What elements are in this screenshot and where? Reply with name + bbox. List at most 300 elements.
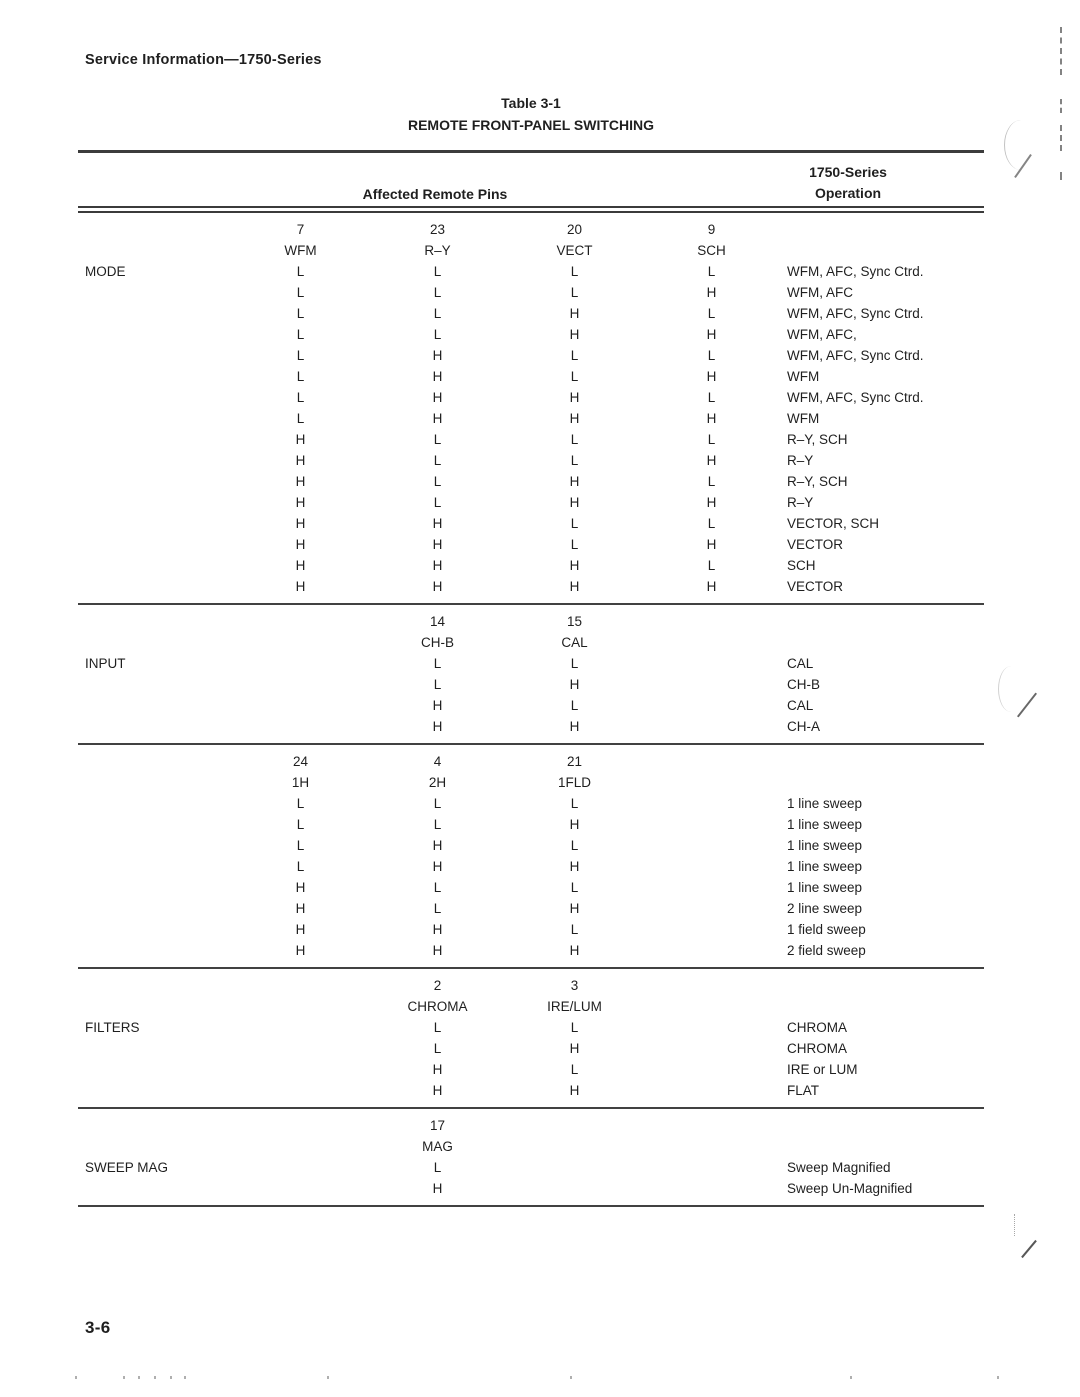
pin-number-row	[78, 611, 984, 632]
pin-cell: 4	[433, 754, 442, 769]
pin-cell	[643, 793, 780, 814]
pin-cell: H	[295, 558, 306, 573]
pin-cell: H	[432, 390, 443, 405]
table-row	[78, 408, 984, 429]
pin-cell: L	[296, 264, 305, 279]
table-row	[78, 814, 984, 835]
pin-cell: L	[570, 537, 579, 552]
pin-cell: 1H	[291, 775, 310, 790]
pin-cell: H	[432, 943, 443, 958]
operation-header-line2: Operation	[814, 185, 882, 201]
pin-cell: H	[706, 453, 717, 468]
operation-cell: IRE or LUM	[787, 1062, 858, 1077]
pin-cell: L	[433, 901, 442, 916]
scan-artifact-slash	[1017, 693, 1037, 718]
pin-cell: VECT	[556, 243, 593, 258]
operation-header-line1: 1750-Series	[809, 164, 887, 180]
section-label	[78, 345, 232, 366]
table-row	[78, 793, 984, 814]
affected-remote-pins-header: Affected Remote Pins	[362, 186, 508, 202]
table-row	[78, 1038, 984, 1059]
pin-cell: L	[433, 1041, 442, 1056]
operation-cell: WFM	[787, 411, 820, 426]
pin-cell: L	[433, 1160, 442, 1175]
section-label	[78, 632, 232, 653]
pin-cell	[232, 716, 369, 737]
pin-cell: L	[707, 348, 716, 363]
table-sections	[78, 213, 984, 1207]
operation-cell: 1 field sweep	[787, 922, 866, 937]
pin-cell: H	[295, 432, 306, 447]
pin-cell: H	[569, 1083, 580, 1098]
scan-artifact-dash	[1060, 125, 1062, 151]
pin-cell: L	[433, 1020, 442, 1035]
pin-cell: H	[706, 369, 717, 384]
pin-cell: 14	[429, 614, 446, 629]
operation-cell	[780, 611, 984, 632]
pin-cell	[643, 996, 780, 1017]
section-label	[78, 898, 232, 919]
scan-artifact-tick	[75, 1376, 77, 1379]
pin-cell: L	[570, 432, 579, 447]
pin-cell: H	[569, 495, 580, 510]
pin-cell: H	[569, 411, 580, 426]
pin-cell	[643, 856, 780, 877]
pin-cell: H	[569, 558, 580, 573]
operation-cell: WFM, AFC, Sync Ctrd.	[787, 348, 924, 363]
pin-cell: L	[296, 838, 305, 853]
pin-number-row	[78, 219, 984, 240]
pin-cell: H	[569, 390, 580, 405]
pin-cell: L	[707, 516, 716, 531]
pin-cell	[643, 1017, 780, 1038]
table-section	[78, 969, 984, 1109]
operation-header	[748, 162, 948, 204]
pin-cell: L	[570, 922, 579, 937]
operation-cell	[780, 632, 984, 653]
section-label	[78, 695, 232, 716]
pin-cell: 24	[292, 754, 309, 769]
pin-cell: H	[432, 859, 443, 874]
operation-cell: WFM	[787, 369, 820, 384]
pin-cell: L	[433, 817, 442, 832]
table-row	[78, 1157, 984, 1178]
pin-cell: H	[569, 579, 580, 594]
operation-cell	[780, 1115, 984, 1136]
pin-cell: H	[569, 474, 580, 489]
pin-cell: L	[296, 796, 305, 811]
table-row	[78, 695, 984, 716]
pin-cell: H	[569, 943, 580, 958]
pin-cell: 20	[566, 222, 583, 237]
pin-cell: L	[570, 369, 579, 384]
table-row	[78, 450, 984, 471]
operation-cell	[780, 751, 984, 772]
pin-cell	[643, 877, 780, 898]
pin-cell: L	[570, 264, 579, 279]
scan-artifact-tick	[184, 1376, 186, 1379]
pin-cell	[232, 653, 369, 674]
section-label	[78, 387, 232, 408]
section-label	[78, 793, 232, 814]
table-row	[78, 653, 984, 674]
pin-cell: L	[707, 306, 716, 321]
operation-cell: CH-B	[787, 677, 820, 692]
pin-cell: 3	[570, 978, 579, 993]
pin-cell: L	[296, 411, 305, 426]
section-label	[78, 1115, 232, 1136]
pin-cell: H	[432, 369, 443, 384]
section-label	[78, 408, 232, 429]
pin-cell	[643, 1178, 780, 1199]
table-row	[78, 429, 984, 450]
operation-cell: R–Y, SCH	[787, 432, 848, 447]
pin-cell: L	[296, 306, 305, 321]
table-section	[78, 1109, 984, 1207]
operation-cell	[780, 1136, 984, 1157]
pin-cell: H	[432, 516, 443, 531]
operation-cell: 2 line sweep	[787, 901, 863, 916]
pin-cell	[643, 835, 780, 856]
pin-cell: L	[570, 698, 579, 713]
document-header: Service Information—1750-Series	[85, 52, 322, 68]
pin-cell: H	[706, 537, 717, 552]
pin-cell: L	[570, 348, 579, 363]
page-number: 3-6	[85, 1318, 111, 1337]
operation-cell: CH-A	[787, 719, 820, 734]
table-row	[78, 303, 984, 324]
header-divider	[78, 206, 984, 213]
section-label	[78, 611, 232, 632]
pin-cell: H	[706, 495, 717, 510]
section-label	[78, 674, 232, 695]
pin-cell: H	[432, 1083, 443, 1098]
operation-cell: R–Y, SCH	[787, 474, 848, 489]
section-label: SWEEP MAG	[85, 1160, 169, 1175]
pin-cell: H	[706, 411, 717, 426]
pin-cell: H	[295, 922, 306, 937]
pin-cell: L	[296, 369, 305, 384]
pin-cell	[643, 653, 780, 674]
table-row	[78, 324, 984, 345]
pin-cell	[643, 674, 780, 695]
pin-cell: H	[432, 838, 443, 853]
operation-cell	[780, 772, 984, 793]
table-row	[78, 471, 984, 492]
section-label	[78, 835, 232, 856]
pin-cell: H	[706, 579, 717, 594]
section-label	[78, 996, 232, 1017]
section-label: MODE	[85, 264, 126, 279]
pin-cell: SCH	[697, 243, 726, 258]
pin-cell: L	[570, 516, 579, 531]
operation-cell: 1 line sweep	[787, 880, 863, 895]
pin-cell: H	[569, 677, 580, 692]
pin-cell	[232, 695, 369, 716]
operation-cell: CAL	[787, 656, 814, 671]
section-label	[78, 366, 232, 387]
pin-cell: H	[432, 1181, 443, 1196]
table-section	[78, 605, 984, 745]
pin-cell: H	[432, 411, 443, 426]
section-label	[78, 303, 232, 324]
section-label	[78, 534, 232, 555]
table-row	[78, 674, 984, 695]
table-row	[78, 1059, 984, 1080]
operation-cell: FLAT	[787, 1083, 820, 1098]
pin-cell	[232, 975, 369, 996]
section-label	[78, 513, 232, 534]
pin-cell: H	[432, 537, 443, 552]
pin-cell	[232, 996, 369, 1017]
operation-cell: VECTOR	[787, 537, 844, 552]
operation-cell: CAL	[787, 698, 814, 713]
pin-cell: 21	[566, 754, 583, 769]
table-row	[78, 877, 984, 898]
table-caption: REMOTE FRONT-PANEL SWITCHING	[407, 117, 655, 133]
section-label	[78, 429, 232, 450]
pin-cell: L	[433, 880, 442, 895]
pin-cell: H	[432, 558, 443, 573]
pin-cell: L	[296, 859, 305, 874]
operation-cell: 1 line sweep	[787, 817, 863, 832]
pin-cell	[232, 674, 369, 695]
pin-cell: H	[295, 537, 306, 552]
operation-cell: 1 line sweep	[787, 859, 863, 874]
scan-artifact-tick	[123, 1376, 125, 1379]
pin-cell	[643, 1080, 780, 1101]
section-label	[78, 975, 232, 996]
pin-cell	[232, 1017, 369, 1038]
table-row	[78, 1080, 984, 1101]
pin-cell: L	[296, 390, 305, 405]
pin-cell: L	[433, 474, 442, 489]
pin-cell: H	[432, 348, 443, 363]
pin-cell: L	[433, 327, 442, 342]
scan-artifact-tick	[327, 1376, 329, 1379]
pin-cell: L	[296, 327, 305, 342]
table-section	[78, 213, 984, 605]
pin-cell: H	[706, 285, 717, 300]
section-label	[78, 1136, 232, 1157]
pin-cell	[643, 1059, 780, 1080]
table-row	[78, 534, 984, 555]
pin-number-row	[78, 1115, 984, 1136]
scan-artifact-dash	[1014, 1214, 1015, 1236]
pin-cell: H	[295, 880, 306, 895]
operation-cell	[780, 219, 984, 240]
pin-cell	[643, 919, 780, 940]
table-row	[78, 1178, 984, 1199]
pin-cell: H	[295, 579, 306, 594]
pin-cell: H	[569, 817, 580, 832]
pin-cell: L	[433, 264, 442, 279]
section-label	[78, 772, 232, 793]
table-row	[78, 835, 984, 856]
table-row	[78, 576, 984, 597]
pin-cell: IRE/LUM	[547, 999, 602, 1014]
pin-cell: H	[295, 474, 306, 489]
section-label	[78, 240, 232, 261]
pin-cell	[232, 1178, 369, 1199]
section-label	[78, 219, 232, 240]
table-row	[78, 513, 984, 534]
scan-artifact-curve	[998, 666, 1024, 712]
operation-cell: VECTOR, SCH	[787, 516, 880, 531]
operation-cell: CHROMA	[787, 1020, 847, 1035]
pin-cell: R–Y	[424, 243, 451, 258]
operation-cell: VECTOR	[787, 579, 844, 594]
pin-cell: 9	[707, 222, 716, 237]
pin-cell: H	[295, 516, 306, 531]
operation-cell: Sweep Magnified	[787, 1160, 891, 1175]
scan-artifact-tick	[170, 1376, 172, 1379]
operation-cell: 1 line sweep	[787, 838, 863, 853]
table-header	[78, 153, 984, 206]
section-label	[78, 282, 232, 303]
scan-artifact-curve	[1004, 120, 1038, 170]
pin-cell	[643, 772, 780, 793]
table-row	[78, 345, 984, 366]
pin-cell: H	[432, 1062, 443, 1077]
table-row	[78, 261, 984, 282]
section-label: INPUT	[85, 656, 126, 671]
pin-cell: H	[295, 495, 306, 510]
table-row	[78, 898, 984, 919]
pin-cell: H	[569, 327, 580, 342]
pin-cell: H	[295, 901, 306, 916]
pin-name-row	[78, 996, 984, 1017]
section-label: FILTERS	[85, 1020, 140, 1035]
pin-cell	[643, 751, 780, 772]
section-label	[78, 814, 232, 835]
pin-cell: H	[569, 1041, 580, 1056]
pin-cell: L	[296, 348, 305, 363]
scan-artifact-tick	[570, 1376, 572, 1379]
pin-cell: L	[433, 495, 442, 510]
pin-cell: H	[432, 579, 443, 594]
section-label	[78, 450, 232, 471]
pin-cell	[232, 632, 369, 653]
operation-cell	[780, 975, 984, 996]
scan-artifact-dash	[1060, 27, 1062, 75]
section-label	[78, 576, 232, 597]
pin-cell	[506, 1178, 643, 1199]
table-row	[78, 716, 984, 737]
table-row	[78, 919, 984, 940]
table-row	[78, 282, 984, 303]
pin-cell: 15	[566, 614, 583, 629]
table-section	[78, 745, 984, 969]
section-label	[78, 324, 232, 345]
pin-cell	[643, 1038, 780, 1059]
pin-cell: L	[570, 285, 579, 300]
table-row	[78, 492, 984, 513]
pin-cell	[643, 632, 780, 653]
pin-cell: L	[570, 796, 579, 811]
pin-cell: L	[296, 285, 305, 300]
pin-cell: L	[433, 656, 442, 671]
operation-cell: R–Y	[787, 495, 814, 510]
scan-artifact-slash	[1014, 154, 1032, 178]
scan-artifact-tick	[154, 1376, 156, 1379]
operation-cell: WFM, AFC, Sync Ctrd.	[787, 264, 924, 279]
section-label	[78, 940, 232, 961]
pin-cell: H	[569, 901, 580, 916]
pin-cell: L	[433, 677, 442, 692]
pin-cell: CAL	[561, 635, 588, 650]
pin-cell: 7	[296, 222, 305, 237]
section-label	[78, 856, 232, 877]
pin-cell: H	[432, 698, 443, 713]
pin-cell	[232, 1080, 369, 1101]
section-label	[78, 555, 232, 576]
pin-cell	[232, 1136, 369, 1157]
pin-cell: 17	[429, 1118, 446, 1133]
scan-artifact-tick	[138, 1376, 140, 1379]
pin-cell: L	[570, 453, 579, 468]
scan-artifact-tick	[850, 1376, 852, 1379]
section-label	[78, 716, 232, 737]
pin-cell	[643, 695, 780, 716]
pin-cell: L	[707, 474, 716, 489]
table-row	[78, 1017, 984, 1038]
section-label	[78, 1059, 232, 1080]
section-label	[78, 492, 232, 513]
section-label	[78, 1080, 232, 1101]
pin-cell	[643, 716, 780, 737]
pin-cell	[506, 1157, 643, 1178]
operation-cell: Sweep Un-Magnified	[787, 1181, 913, 1196]
pin-cell: CHROMA	[407, 999, 468, 1014]
table-row	[78, 366, 984, 387]
scan-artifact-tick	[997, 1376, 999, 1379]
pin-cell: H	[706, 327, 717, 342]
pin-cell	[643, 940, 780, 961]
pin-cell	[643, 611, 780, 632]
pin-cell: 23	[429, 222, 446, 237]
pin-cell: H	[432, 922, 443, 937]
operation-cell: CHROMA	[787, 1041, 847, 1056]
table-row	[78, 387, 984, 408]
pin-cell	[643, 1157, 780, 1178]
pin-cell: H	[569, 859, 580, 874]
table-row	[78, 856, 984, 877]
pin-cell: L	[433, 796, 442, 811]
pin-number-row	[78, 975, 984, 996]
table-number: Table 3-1	[501, 95, 561, 111]
pin-cell	[232, 1059, 369, 1080]
pin-cell	[643, 898, 780, 919]
pin-cell: L	[707, 558, 716, 573]
pin-cell: L	[570, 1062, 579, 1077]
scan-artifact-slash	[1021, 1240, 1037, 1258]
pin-name-row	[78, 1136, 984, 1157]
pin-cell: L	[433, 453, 442, 468]
pin-cell	[506, 1115, 643, 1136]
pin-cell: L	[707, 264, 716, 279]
operation-cell: WFM, AFC, Sync Ctrd.	[787, 306, 924, 321]
operation-cell: WFM, AFC, Sync Ctrd.	[787, 390, 924, 405]
operation-cell	[780, 996, 984, 1017]
remote-switching-table	[78, 150, 984, 1207]
pin-cell	[506, 1136, 643, 1157]
pin-cell: L	[433, 432, 442, 447]
pin-cell: L	[296, 817, 305, 832]
operation-cell	[780, 240, 984, 261]
pin-cell: H	[569, 719, 580, 734]
pin-cell: L	[570, 656, 579, 671]
